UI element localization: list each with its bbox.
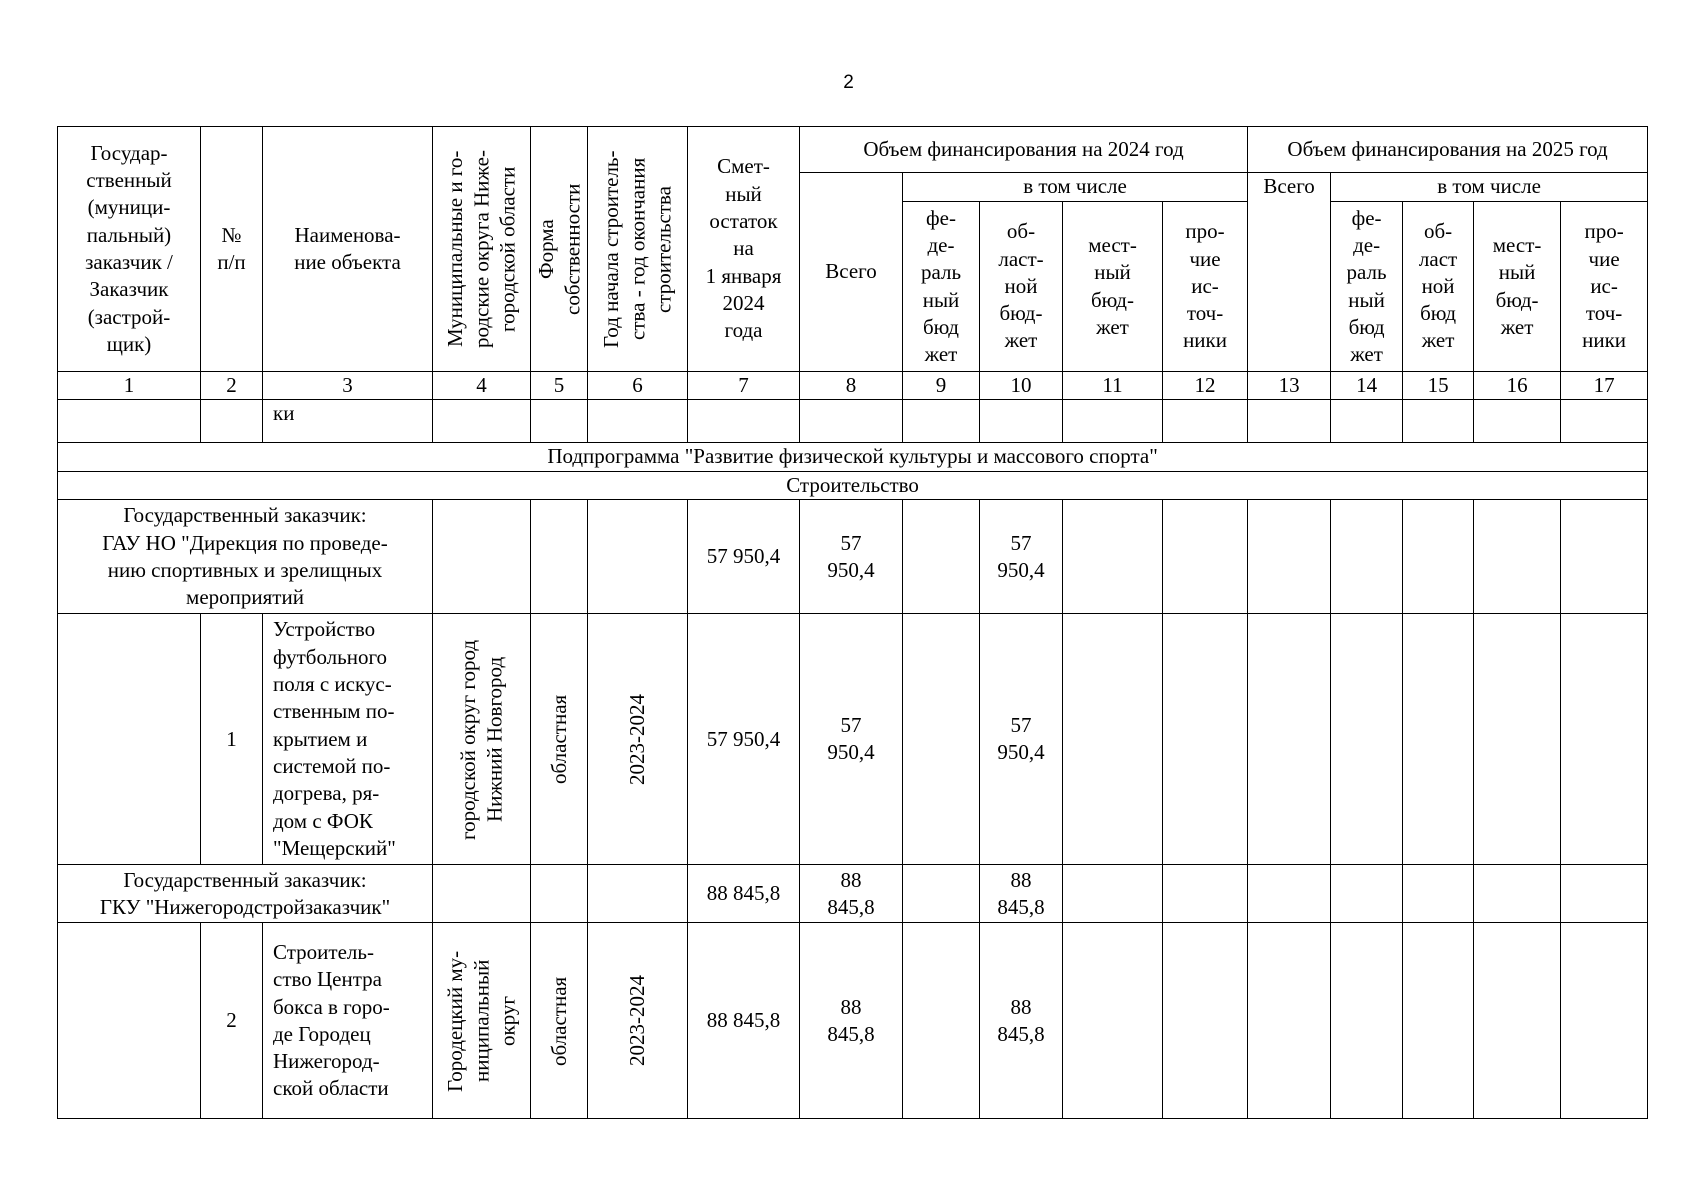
header-regional-2025: об- ласт ной бюд жет xyxy=(1403,202,1474,372)
customer-row xyxy=(58,500,1648,614)
financing-table xyxy=(57,126,1648,1119)
customer-row xyxy=(58,865,1648,923)
column-number: 3 xyxy=(263,372,433,400)
customer-total-2024: 57 950,4 xyxy=(800,500,903,614)
header-estimate: Смет- ный остаток на 1 января 2024 года xyxy=(688,127,800,372)
header-incl-2025: в том числе xyxy=(1331,173,1648,202)
object-total-2024: 57 950,4 xyxy=(800,614,903,865)
column-number: 7 xyxy=(688,372,800,400)
header-financing-2025: Объем финансирования на 2025 год xyxy=(1248,127,1648,173)
customer-regional-2024: 57 950,4 xyxy=(980,500,1063,614)
header-object-name: Наименова- ние объекта xyxy=(263,127,433,372)
header-financing-2024: Объем финансирования на 2024 год xyxy=(800,127,1248,173)
object-years: 2023-2024 xyxy=(625,693,650,785)
object-district: Городецкий му- ниципальный округ xyxy=(443,950,520,1092)
column-number: 9 xyxy=(903,372,980,400)
column-number: 14 xyxy=(1331,372,1403,400)
customer-estimate: 57 950,4 xyxy=(688,500,800,614)
section-row xyxy=(58,472,1648,500)
header-local-2025: мест- ный бюд- жет xyxy=(1474,202,1561,372)
header-total-2024: Всего xyxy=(800,173,903,372)
object-district-cell xyxy=(433,923,531,1119)
header-years: Год начала строитель- ства - год окончания строительства xyxy=(599,150,676,348)
header-district: Муниципальные и го- родские округа Ниже- городской области xyxy=(443,150,520,348)
header-number: № п/п xyxy=(201,127,263,372)
column-number: 8 xyxy=(800,372,903,400)
page-number: 2 xyxy=(843,72,854,93)
header-row-1 xyxy=(58,127,1648,173)
column-number: 17 xyxy=(1561,372,1648,400)
object-ownership-cell xyxy=(531,614,588,865)
header-federal-2025: фе- де- раль ный бюд жет xyxy=(1331,202,1403,372)
header-local-2024: мест- ный бюд- жет xyxy=(1063,202,1163,372)
column-number: 11 xyxy=(1063,372,1163,400)
column-number: 15 xyxy=(1403,372,1474,400)
header-incl-2024: в том числе xyxy=(903,173,1248,202)
header-ownership: Форма собственности xyxy=(533,183,584,315)
object-number: 1 xyxy=(201,614,263,865)
header-years-cell xyxy=(588,127,688,372)
object-number: 2 xyxy=(201,923,263,1119)
column-number: 1 xyxy=(58,372,201,400)
object-total-2024: 88 845,8 xyxy=(800,923,903,1119)
object-name: Устройство футбольного поля с искус- ственным по- крытием и системой по- догрева, ря- дом с ФОК "Мещерский" xyxy=(263,614,433,865)
object-years-cell xyxy=(588,923,688,1119)
header-total-2025: Всего xyxy=(1248,173,1331,372)
customer-name: Государственный заказчик: ГКУ "Нижегородстройзаказчик" xyxy=(58,865,433,923)
object-ownership: областная xyxy=(546,694,571,784)
column-number: 5 xyxy=(531,372,588,400)
subprogram-row xyxy=(58,443,1648,472)
object-ownership: областная xyxy=(546,976,571,1066)
object-regional-2024: 88 845,8 xyxy=(980,923,1063,1119)
subprogram-title: Подпрограмма "Развитие физической культуры и массового спорта" xyxy=(58,443,1648,472)
section-title: Строительство xyxy=(58,472,1648,500)
customer-name: Государственный заказчик: ГАУ НО "Дирекция по проведе- нию спортивных и зрелищных мероприятий xyxy=(58,500,433,614)
column-number: 6 xyxy=(588,372,688,400)
object-name: Строитель- ство Центра бокса в горо- де Городец Нижегород- ской области xyxy=(263,923,433,1119)
header-other-2024: про- чие ис- точ- ники xyxy=(1163,202,1248,372)
object-estimate: 57 950,4 xyxy=(688,614,800,865)
object-years: 2023-2024 xyxy=(625,975,650,1067)
header-ownership-cell xyxy=(531,127,588,372)
column-numbers-row xyxy=(58,372,1648,400)
object-regional-2024: 57 950,4 xyxy=(980,614,1063,865)
object-row xyxy=(58,614,1648,865)
object-row xyxy=(58,923,1648,1119)
object-years-cell xyxy=(588,614,688,865)
column-number: 10 xyxy=(980,372,1063,400)
object-ownership-cell xyxy=(531,923,588,1119)
column-number: 4 xyxy=(433,372,531,400)
header-customer: Государ- ственный (муници- пальный) заказчик / Заказчик (застрой- щик) xyxy=(58,127,201,372)
column-number: 2 xyxy=(201,372,263,400)
column-number: 12 xyxy=(1163,372,1248,400)
column-number: 16 xyxy=(1474,372,1561,400)
object-district: городской округ город Нижний Новгород xyxy=(456,639,507,840)
continuation-text: ки xyxy=(263,400,433,443)
object-district-cell xyxy=(433,614,531,865)
header-regional-2024: об- ласт- ной бюд- жет xyxy=(980,202,1063,372)
header-district-cell xyxy=(433,127,531,372)
customer-total-2024: 88 845,8 xyxy=(800,865,903,923)
header-other-2025: про- чие ис- точ- ники xyxy=(1561,202,1648,372)
customer-regional-2024: 88 845,8 xyxy=(980,865,1063,923)
object-estimate: 88 845,8 xyxy=(688,923,800,1119)
continuation-row xyxy=(58,400,1648,443)
header-federal-2024: фе- де- раль ный бюд жет xyxy=(903,202,980,372)
customer-estimate: 88 845,8 xyxy=(688,865,800,923)
column-number: 13 xyxy=(1248,372,1331,400)
